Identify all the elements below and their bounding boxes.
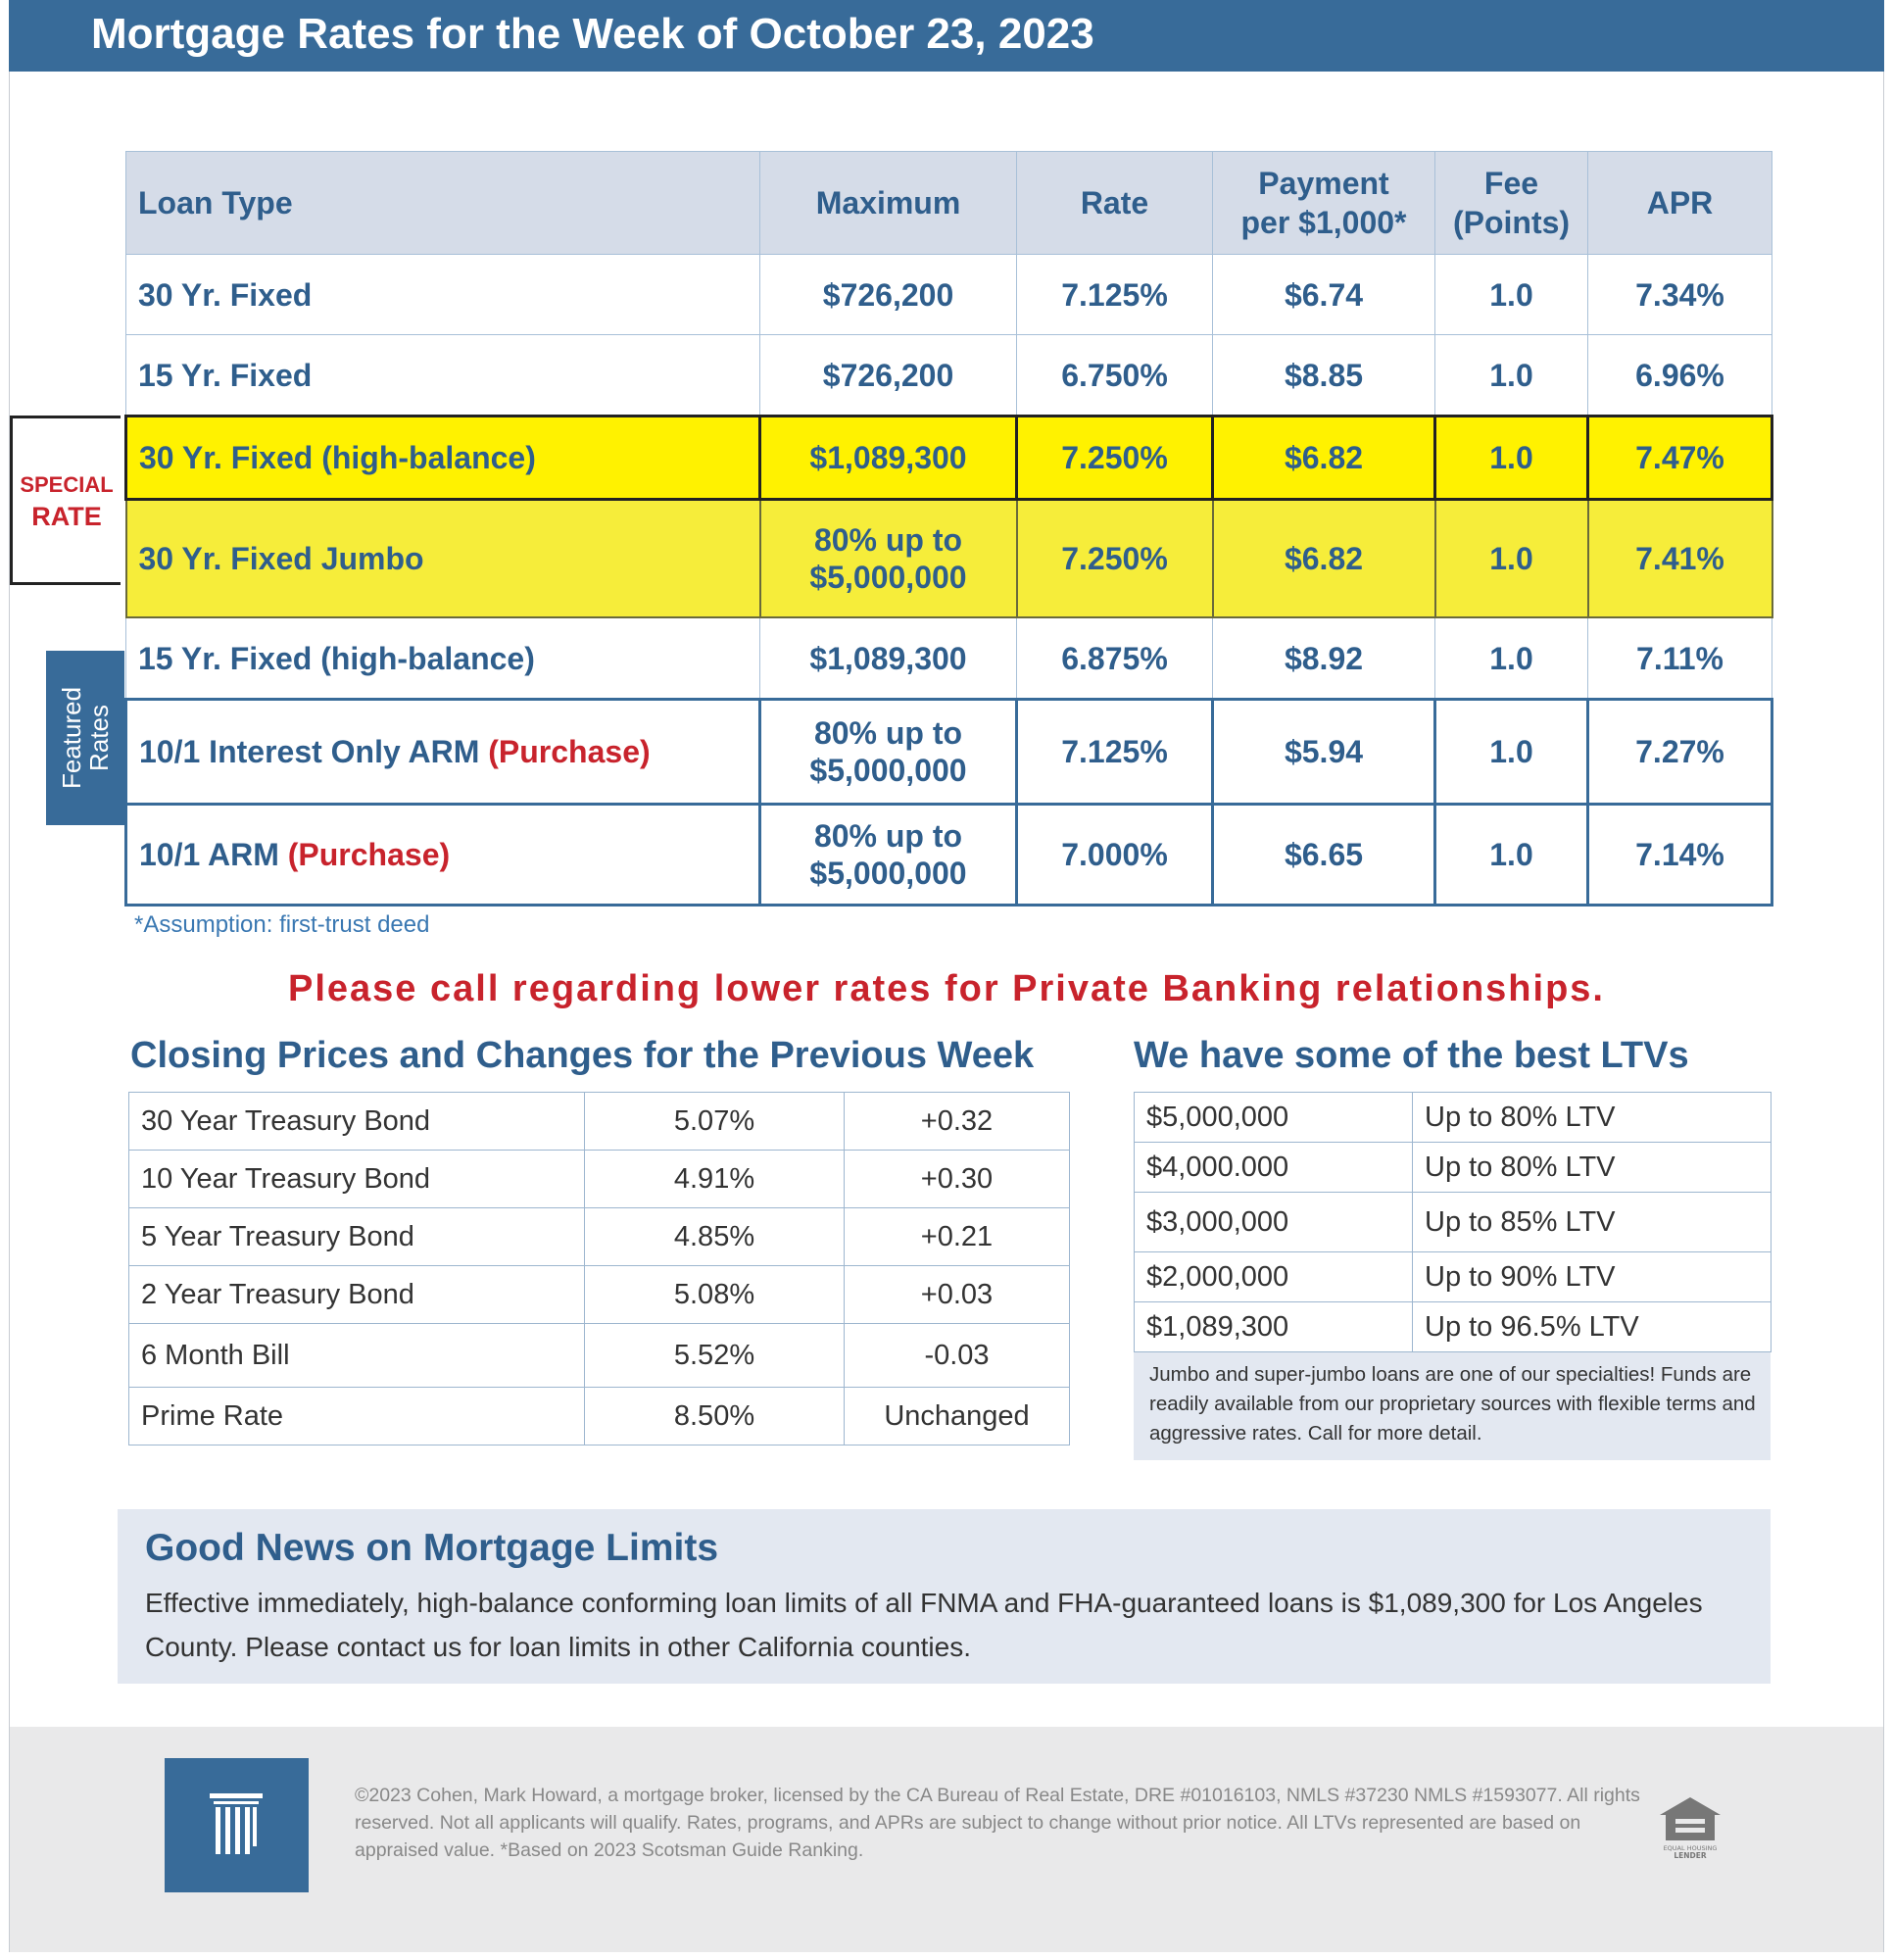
table-row-special: [126, 416, 1772, 500]
table-row: [129, 1388, 1070, 1446]
special-label-line2: RATE: [31, 502, 102, 531]
price-cell: 5.52%: [585, 1324, 845, 1388]
loan-type-cell: 30 Yr. Fixed: [126, 255, 760, 335]
table-row: [129, 1324, 1070, 1388]
loan-amount-cell: $1,089,300: [1135, 1302, 1413, 1352]
payment-cell: $5.94: [1213, 700, 1435, 805]
ltv-cell: Up to 85% LTV: [1413, 1193, 1772, 1252]
rate-cell: 6.875%: [1017, 617, 1213, 700]
fee-cell: 1.0: [1435, 500, 1588, 618]
instrument-cell: Prime Rate: [129, 1388, 585, 1446]
change-cell: +0.32: [845, 1093, 1070, 1151]
payment-cell: $6.82: [1213, 500, 1435, 618]
instrument-cell: 2 Year Treasury Bond: [129, 1266, 585, 1324]
eho-text-line1: EQUAL HOUSING: [1663, 1844, 1718, 1852]
instrument-cell: 5 Year Treasury Bond: [129, 1208, 585, 1266]
ltv-cell: Up to 80% LTV: [1413, 1093, 1772, 1143]
table-row: [129, 1208, 1070, 1266]
rate-cell: 6.750%: [1017, 335, 1213, 416]
table-row: [1135, 1302, 1772, 1352]
header-loan-type: Loan Type: [126, 152, 760, 255]
eho-text-line2: LENDER: [1674, 1851, 1707, 1860]
header-maximum: Maximum: [760, 152, 1017, 255]
equal-housing-lender-icon: [1656, 1793, 1724, 1862]
special-rate-label: [10, 416, 121, 585]
change-cell: +0.30: [845, 1151, 1070, 1208]
closing-prices-table: [128, 1092, 1070, 1446]
private-banking-callout: Please call regarding lower rates for Private Banking relationships.: [288, 968, 1605, 1009]
purchase-note: (Purchase): [488, 734, 651, 769]
apr-cell: 7.14%: [1588, 805, 1772, 906]
loan-amount-cell: $4,000.000: [1135, 1143, 1413, 1193]
instrument-cell: 6 Month Bill: [129, 1324, 585, 1388]
featured-label-text: Featured Rates: [57, 686, 114, 790]
apr-cell: 6.96%: [1588, 335, 1772, 416]
change-cell: Unchanged: [845, 1388, 1070, 1446]
rate-cell: 7.250%: [1017, 500, 1213, 618]
news-title: Good News on Mortgage Limits: [145, 1527, 719, 1569]
fee-cell: 1.0: [1435, 335, 1588, 416]
fee-cell: 1.0: [1435, 700, 1588, 805]
payment-cell: $6.65: [1213, 805, 1435, 906]
maximum-cell: $1,089,300: [760, 617, 1017, 700]
maximum-cell: 80% up to $5,000,000: [760, 805, 1017, 906]
payment-cell: $6.74: [1213, 255, 1435, 335]
news-body: Effective immediately, high-balance conforming loan limits of all FNMA and FHA-guaranteed loans is $1,089,300 for Los Angeles County. Please contact us for loan limits in other California counties.: [145, 1588, 1703, 1662]
page-header: [9, 0, 1884, 72]
ltv-cell: Up to 80% LTV: [1413, 1143, 1772, 1193]
instrument-cell: 10 Year Treasury Bond: [129, 1151, 585, 1208]
fee-cell: 1.0: [1435, 255, 1588, 335]
ltv-cell: Up to 90% LTV: [1413, 1252, 1772, 1302]
table-row: [129, 1151, 1070, 1208]
fee-cell: 1.0: [1435, 416, 1588, 500]
page-title: Mortgage Rates for the Week of October 23, 2023: [91, 10, 1094, 58]
maximum-cell: 80% up to $5,000,000: [760, 700, 1017, 805]
apr-cell: 7.47%: [1588, 416, 1772, 500]
table-row: [129, 1266, 1070, 1324]
special-label-line1: SPECIAL: [20, 472, 114, 497]
table-row-featured: [126, 700, 1772, 805]
purchase-note: (Purchase): [287, 837, 451, 872]
rate-cell: 7.000%: [1017, 805, 1213, 906]
maximum-cell: $726,200: [760, 335, 1017, 416]
maximum-cell: 80% up to $5,000,000: [760, 500, 1017, 618]
loan-type-cell: 10/1 Interest Only ARM (Purchase): [126, 700, 760, 805]
mortgage-limits-news: [118, 1509, 1771, 1684]
price-cell: 4.85%: [585, 1208, 845, 1266]
loan-type-cell: 10/1 ARM (Purchase): [126, 805, 760, 906]
loan-type-cell: 30 Yr. Fixed Jumbo: [126, 500, 760, 618]
table-row: [1135, 1093, 1772, 1143]
table-row: [129, 1093, 1070, 1151]
loan-amount-cell: $5,000,000: [1135, 1093, 1413, 1143]
header-apr: APR: [1588, 152, 1772, 255]
assumption-footnote: *Assumption: first-trust deed: [134, 911, 430, 938]
payment-cell: $6.82: [1213, 416, 1435, 500]
apr-cell: 7.11%: [1588, 617, 1772, 700]
ltv-cell: Up to 96.5% LTV: [1413, 1302, 1772, 1352]
payment-cell: $8.85: [1213, 335, 1435, 416]
payment-cell: $8.92: [1213, 617, 1435, 700]
change-cell: +0.21: [845, 1208, 1070, 1266]
change-cell: +0.03: [845, 1266, 1070, 1324]
table-row: [126, 335, 1772, 416]
table-row: [126, 255, 1772, 335]
mortgage-rates-table: [124, 151, 1773, 906]
loan-amount-cell: $2,000,000: [1135, 1252, 1413, 1302]
legal-disclaimer: ©2023 Cohen, Mark Howard, a mortgage broker, licensed by the CA Bureau of Real Estate, DRE #01016103, NMLS #37230 NMLS #1593077. All rights reserved. Not all applicants will qualify. Rates, programs, and APRs are subject to change without prior notice. All LTVs represented are based on appraised value. *Based on 2023 Scotsman Guide Ranking.: [355, 1785, 1640, 1861]
header-rate: Rate: [1017, 152, 1213, 255]
maximum-cell: $726,200: [760, 255, 1017, 335]
featured-rates-label: [46, 651, 124, 825]
loan-type-cell: 15 Yr. Fixed: [126, 335, 760, 416]
rate-cell: 7.250%: [1017, 416, 1213, 500]
rates-header-row: [126, 152, 1772, 255]
table-row-special: [126, 500, 1772, 618]
closing-prices-title: Closing Prices and Changes for the Previous Week: [130, 1035, 1035, 1076]
loan-amount-cell: $3,000,000: [1135, 1193, 1413, 1252]
table-row: [1135, 1143, 1772, 1193]
pillar-logo-icon: [165, 1758, 309, 1892]
change-cell: -0.03: [845, 1324, 1070, 1388]
loan-type-cell: 15 Yr. Fixed (high-balance): [126, 617, 760, 700]
instrument-cell: 30 Year Treasury Bond: [129, 1093, 585, 1151]
apr-cell: 7.34%: [1588, 255, 1772, 335]
ltv-title: We have some of the best LTVs: [1134, 1035, 1689, 1076]
price-cell: 8.50%: [585, 1388, 845, 1446]
rate-cell: 7.125%: [1017, 700, 1213, 805]
price-cell: 4.91%: [585, 1151, 845, 1208]
apr-cell: 7.27%: [1588, 700, 1772, 805]
fee-cell: 1.0: [1435, 805, 1588, 906]
fee-cell: 1.0: [1435, 617, 1588, 700]
ltv-note: Jumbo and super-jumbo loans are one of our specialties! Funds are readily available from our proprietary sources with flexible terms and aggressive rates. Call for more detail.: [1149, 1363, 1756, 1445]
header-fee: Fee (Points): [1435, 152, 1588, 255]
rate-cell: 7.125%: [1017, 255, 1213, 335]
table-row: [1135, 1193, 1772, 1252]
apr-cell: 7.41%: [1588, 500, 1772, 618]
price-cell: 5.07%: [585, 1093, 845, 1151]
table-row-featured: [126, 805, 1772, 906]
ltv-table: [1134, 1092, 1772, 1352]
price-cell: 5.08%: [585, 1266, 845, 1324]
table-row: [126, 617, 1772, 700]
table-row: [1135, 1252, 1772, 1302]
loan-type-cell: 30 Yr. Fixed (high-balance): [126, 416, 760, 500]
header-payment: Payment per $1,000*: [1213, 152, 1435, 255]
maximum-cell: $1,089,300: [760, 416, 1017, 500]
